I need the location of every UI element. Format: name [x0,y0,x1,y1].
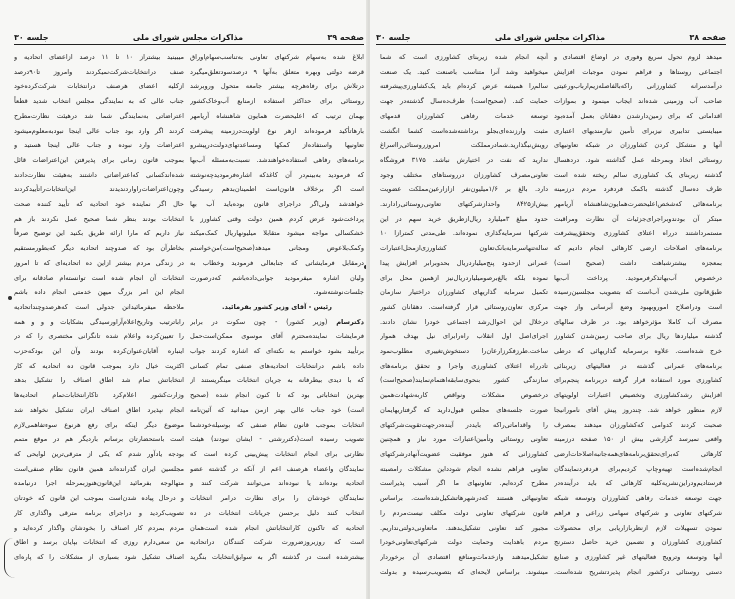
page-number: صفحه ۳۹ [327,33,364,42]
text-line: وزارت‌کشور اعلام‌کرد تاکارانتخابات‌تمام اتحادیه‌ها [14,391,184,400]
text-line: کارهائی که‌برای‌تحقق‌برنامه‌های‌همه‌جانبه‌اصلاحات‌ارضی [554,449,722,458]
text-line: توسعه خدمات رفاهی کشاورزان قدمهای [380,111,548,120]
speaker-line [190,315,364,330]
left-page-right-column [190,50,364,565]
text-line: مستمرداشتند درراه اعتلای کشاورزی وتحقق‌پیشرفت [554,229,722,238]
text-line: بخاطرآن بود که صدوچند اتحادیه دیگر که‌بطورمستقیم [14,244,184,253]
text-line: مرکزی تعاون‌روستائی قرار گرفته‌است. دهقانان کشور [380,302,548,311]
margin-bracket-mark [4,538,15,578]
text-line: شرکتها سرمایه‌گذاری نموده‌اند. طی‌مدتی کمترازا ۱۰ [380,229,548,238]
right-page [370,0,735,599]
text-line: ساخت.طرزفکرزارعان‌را دستخوش‌تغییری مطلوب‌نمود [380,347,548,356]
text-line: حمایت کند. (صحیح‌است) ظرف‌ده‌سال گذشته‌در جهت [380,97,548,106]
text-line: صورت جلسه‌های مجلس قبول‌دارید که گرفتاریهایمان [380,405,548,414]
text-line: ازکلیه اعضای هرصنف درانتخابات شرکت‌کرده‌خود [14,82,184,91]
text-line: برتأیید بشود خواستم به نکته‌ای که اشاره کردند جواب [190,347,364,356]
text-line: گذشته زیربنای یک کشاورزی سالم ریخته شده است [554,170,722,179]
text-line: جناب عالی که به نمایندگی مجلس انتخاب شدید قطعاً [14,97,184,106]
text-line: تکمیل سرمایه گذاریهای کشاورزان دراختیار سازمان [380,288,548,297]
text-line: راباترتیب وتاریخ‌اعلام‌آراورسیدگی بشکایات و و و همه [14,317,184,326]
text-line: متهالوجه بفرمائید این‌قانون‌هنوزبمرحله اجرا درنیامده [14,479,184,488]
text-line: نیاز داریم که مارا ارائه طریق بکنید این توضیح صرفاً [14,229,184,238]
text-line: نمایندگان واعضاء هرصنف اعم از آنکه در گذشته عضو [190,464,364,473]
text-line: میشوند. براساس لایحه‌ای که بتصویب‌رسیده و بدولت [380,567,548,576]
text-line: برنامه‌های رفاهی استفاده‌خواهندشد. نسبت‌به‌مسئله آب‌بها [190,155,364,164]
text-line: فرستادیم‌ودراین‌نشریه‌کلیه کارهائی که باید درآینده‌در [554,479,722,488]
text-line: اتحادیه بوده‌اند یا نبوده‌اند می‌توانند شرکت کنند و [190,479,364,488]
text-line: وچون‌اعتراضات‌راواردندیدند این‌انتخابات‌راتأییدکردند [14,185,184,194]
right-page-left-column [380,50,548,579]
text-line: ولیان اشاره میفرمودید جوابی‌داده‌باشم که‌درصورت [190,273,364,282]
text-line: تعاونی فراهم نشده انجام شودداین مشکلات رامصبته [380,464,548,473]
right-page-header [376,32,726,45]
text-line: که فرمودید به‌بینم‌در آن کاغذکه اشاره‌فرمودیدچه‌نوشته [190,170,364,179]
text-line: میبایستی تدابیری نیزبرای تأمین نیازمندیهای اعتباری [554,126,722,135]
text-line: شده‌اندکسانی که‌اعتراضاتی داشتند به‌هیئت نظارت‌دادند [14,170,184,179]
text-line: واقعی نمیرسد گزارشی بیش از ۱۵۰ صفحه درزمینه [554,435,722,444]
text-line: گذشته میلیاردها ریال برای صاحب زمین‌شدن کشاورز [554,332,722,341]
paragraph-block [190,329,364,564]
text-line: حال اگر نماینده خود اتحادیه که تأیید کننده صحت [14,200,184,209]
speaker-name: دکترسام [336,317,364,326]
text-line: دستی روستائی درکشور انجام پذیرد‌تشریح شده‌است. [554,567,722,576]
paragraph-block [380,50,548,579]
text-line: تصویب رسیده است(دکتررشتی - ایشان نبودند) هیئت [190,435,364,444]
text-line: تعاونیها واستفاده‌از کمکها ومساعدتهای‌دولت‌درپیشرو [190,141,364,150]
text-line: بیشترشده است در گذشته اگر به سوابق‌انتخابات بنگرید [190,552,364,561]
text-line: کشاورزی کشاورزان و تضمین خرید حاصل دسترنج [554,538,722,547]
text-line: عمرانی ازحدود پنج‌میلیارد‌ریال بحدوبرابر افزایش پیدا [380,258,548,267]
text-line: بهترین انتخاباتی بود که تا کنون انجام شده (صحیح [190,391,364,400]
text-line: من سعی‌دارم روزی که انتخابات بپایان برسد و اطاق [14,538,184,547]
text-line: صحبت کردند کدوامی که‌کشاورزان میدهند بمصرف [554,420,722,429]
text-line: انجام‌شده‌است تهیه‌وچاپ کردیم‌برای فردفردنمایندگان [554,464,722,473]
text-line: مردم بمردم کار اصناف را بخودشان واگذار کرده‌اید و [14,523,184,532]
text-line: انجام این امر بزرگ میهن خدمتی انجام داده باشم [14,288,184,297]
text-line: پرداخت‌شود عرض کردم همین دولت وقتی کشاورز با [190,214,364,223]
text-line: سالم‌را همیشه عرض کرده‌ام باید یک‌کشاورزی‌پیشرفته [380,82,548,91]
text-line: تعاونیهائی هستند که‌درشهرهاتشکیل‌شده‌است. براساس [380,494,548,503]
text-line: روستائی برای حداکثر استفاده ازمنابع آب‌وخاک‌کشور [190,97,364,106]
text-line: در زندگی مردم بیشتر ازاین ده اتحادیه‌ای که تا امروز [14,258,184,267]
text-line: درخلال این احوال‌رشد اجتماعی خودرا نشان دادند. [380,317,548,326]
text-line: است) خود جناب عالی بهتر ازمن میدانید که آئین‌نامه [190,405,364,414]
text-line: بارهاتأکید فرموده‌اند ازهر نوع اولویت‌درزمینه پیشرفت [190,126,364,135]
paragraph-block [14,50,184,565]
text-line: کشاورزی مورد استفاده قرار گرفته دربرنامه پنجم‌برای [554,376,722,385]
text-line: صنف درانتخابات‌شرکت‌نمیکردند وامروز تا۹۰درصد [14,67,184,76]
text-line: انتخاب کنند دلیل برحسن جریانات انتخابات در ده [190,508,364,517]
text-line: تعاونی روستائی وتأمین‌اعتبارات مورد نیاز و همچنین [380,435,548,444]
text-line: بودجه یادآور شدم که یکی از مترقی‌ترین لوایحی که [14,449,184,458]
session-number: جلسه ۳۰ [14,33,49,42]
text-line: اجتماعی روستاها و فراهم نمودن موجبات افزایش [554,67,722,76]
speaker-role: (وزیر کشور) [286,317,328,326]
text-line: تعاونی‌مصرف کشاورزان درروستاهای مختلف وجود [380,170,548,179]
text-line: اکثریت خیال دارد بموجب قانون ده اتحادیه که کار [14,361,184,370]
text-line: اعتراضاتی به‌نمایندگی شما شد درهیئت نظارت‌مطرح [14,111,184,120]
text-line: اعتراضات وارد نبوده و جناب عالی اینجا هستید و [14,141,184,150]
right-page-right-column [554,50,722,579]
left-page-header [14,32,364,45]
text-line: درمقابل فرمایشاتی که جنابعالی فرمودید وخطاب به [190,258,364,267]
text-line: نمودن تسهیلات لازم ازنظربازاریابی برای محصولات [554,523,722,532]
text-line: طبق‌قانون ملی‌شدن آب‌است که بتصویب مجلسین‌رسیده [554,288,722,297]
text-line: سازندگی کشور بنحوی‌سابقه‌اهتمام‌نمایند(صحیح‌است) [380,376,548,385]
text-line: ظرف ده‌سال گذشته باکمک فردفرد مردم درزمینه [554,185,722,194]
text-line: ندارید که نفت در اختیارش نباشد. ۳۱۷۵ فروشگاه [380,155,548,164]
text-line: فرمایشات نماینده‌محترم آقای موسوی ممکن‌است‌حمل [190,332,364,341]
text-line: انتخاباتش تمام شد اطاق اصناف را تشکیل بدهد [14,376,184,385]
text-line: جلسات‌نوشته‌شود. [313,288,364,297]
text-line: روستائی اتخاذ وبمرحله عمل گذاشته شود. دردهسال [554,155,722,164]
paragraph-block [554,50,722,579]
text-line: کشاورزانی که هنوز موفقیت عضویت‌آنهادرشرکتهای [380,449,548,458]
text-line: میخواهید وشد آنرا متناسب باصنعت کنید. یک صنعت [380,67,548,76]
text-line: را واقداماتی‌راکه بایددر آینده‌درجهت‌تقویت‌شرکتهای [380,420,548,429]
text-line: مجلسین ایران گذرانده‌اند همین قانون نظام صنفی‌است [14,464,184,473]
text-line: اینباره آقایان‌عنوان‌کرده بودند وآن این بودکه‌حزب [14,347,184,356]
text-line: بمعجزه بیشترشباهت داشت (صحیح است) [554,258,722,267]
text-line: مصرف آب کاملا مؤثرخواهد بود. در ظرف سالهای [554,317,722,326]
text-line: مثبت وارزنده‌ای‌بجلو برداشته‌شده‌است کشما انگشت [380,126,548,135]
text-line: صاحب آب وزمینی شده‌اند ایجاب مینمود و بموازات [554,97,722,106]
text-line: درخصوص آب‌بهاتذکرفرمودید. پرداخت آب‌بها [554,273,722,282]
text-line: مجبور کند تعاونی تشکیل‌بدهند. ماتعاونی‌دولتی‌نداریم. [380,523,548,532]
text-line: است اگر برخلاف قانون‌است اطمینان‌بدهم رسیدگی [190,185,364,194]
text-line: ابلاغ شده به‌سهام شرکتهای تعاونی به‌تناسب‌سهام‌اوراق [190,53,364,61]
publication-title: مذاکرات مجلس شورای ملی [494,33,606,42]
text-line: ساله‌تنهاسرمایه‌بانک‌تعاون کشاورزی‌ازمحل‌اعتبارات [380,244,548,253]
text-line: انتخابات بموجب قانون نظام صنفی که بوسیله‌خودشما [190,420,364,429]
text-line: درآمدسرانه کشاورزانی راکه‌بالفاصله‌زیم‌ارباب‌ورعیتی [554,82,722,91]
text-line: دارد. بالغ بر ۱/۶میلیون‌نفر ازازارعین‌مملکت عضویت [380,185,548,194]
session-number: جلسه ۳۰ [376,33,411,42]
text-line: برنامه‌های اصلاحات ارضی کارهائی انجام دادیم که [554,244,722,253]
text-line: موضوع دیگر اینکه برای رفع هرنوع سوءتفاهمی‌لازم [14,420,184,429]
text-line: داده باشم درانتخابات اتحادیه‌های صنفی تمام کسانی [190,361,364,370]
text-line: میدهد لزوم تحول سریع وفوری در اوضاع اقتصادی و [554,53,722,61]
text-line: قرضه دولتی وبهره متعلق به‌آنها ۹ درصدسودتعلق‌میگیرد [190,67,364,76]
text-line: انتخابات بودند بنظر شما صحیح عمل نکردند باز هم [14,214,184,223]
text-line: شرکتهای تعاونی و شرکتهای سهامی زراعی و فراهم [554,508,722,517]
text-line: را تعیین‌کرده واعلام شده تانگرانی مختصری را که در [14,332,184,341]
text-line: نظارتی برای انجام انتخابات پیش‌بینی کرده است که [190,449,364,458]
text-line: تادرراه اعتلای کشاورزی واجرا و تحقق برنامه‌های [380,361,548,370]
text-line: آنچه انجام شده زیربنای کشاورزی است که شما [380,53,548,61]
publication-title: مذاکرات مجلس شورای ملی [132,33,244,42]
text-line: اتحادیه که تاکنون کارانتخاباتش انجام شده است‌همان [190,523,364,532]
page-number: صفحه ۳۸ [689,33,726,42]
text-line: است ودراصلاح اموروبهبود وضع آبرسانی واز جهت [554,302,722,311]
text-line: کردند اگر وارد بود جناب عالی اینجا نبودبه‌معلوم‌میشود [14,126,184,135]
text-line: افزایش رشدکشاورزی وتخصیص اعتبارات اولویتهای [554,391,722,400]
text-line: اجرای‌اصل اول انقلاب راه‌رابرای نیل بهدف هموار [380,332,548,341]
text-line: خواهدشد ولی‌اگر دراجرای قانون بوده‌باید آب بها [190,200,364,209]
text-line: خشکسالی مواجه میشود متقابلا میلیونهاریال کمک‌میکند [190,229,364,238]
text-line: درخصوص مشکلات ونواقص کاربه‌شهادت‌همین [380,391,548,400]
text-line: رویش‌نبگذارید.شمادرمملکت امروزروستائی‌رااسراغ [380,141,548,150]
text-line: خرج شده‌است. علاوه برسرمایه گذاریهائی که درطی [554,347,722,356]
text-line: جهت توسعه خدمات رفاهی کشاورزان وتوسعه شبکه [554,494,722,503]
speaker-prompt: رئیس - آقای وزیر کشور بفرمائید. [222,302,332,311]
text-line: انتخابات آن انجام شده است توانسته‌ام صادقانه برای [14,273,184,282]
text-line: وکمک‌بلاعوض ومجانی میدهد(صحیح‌است)من‌خواستم [190,244,364,253]
text-line: که با دیدی بیطرفانه به جریان انتخابات مینگریستند از [190,376,364,385]
paragraph-block [190,50,364,300]
text-line: میبینید بیشتراز ۱۰ تا ۱۱ درصد ازاعضای اتحادیه و [14,53,184,61]
text-line: حدود مبلغ ۳میلیارد ریال‌ازطریق خرید سهم در این [380,214,548,223]
text-line: برنامه‌های عمرانی گذشته در فعالیتهای زیربنائی [554,361,722,370]
text-line: درتلاش برای رفاه‌هرچه بیشتر جامعه متحول وروبرشد [190,82,364,91]
text-line: آنها وتوسعه وترویج فعالیتهای غیر کشاورزی و صنایع [554,552,722,561]
text-line: انجام نپذیرد اطاق اصناف ایران تشکیل نخواهد شد [14,405,184,414]
text-line: برنامه‌هائی که‌شخص‌اعلیحضرت‌همایون‌شاهنشاه آریامهر [554,200,722,209]
text-line: مردم باهدایت وحمایت دولت شرکتهای‌تعاونی‌خودرا [380,538,548,547]
text-line: بیش‌از۸۴۲۵ واحدازشرکتهای تعاونی‌روستائی‌را‌دارند. [380,200,548,209]
text-line: اصناف تشکیل شود بسیاری از مشکلات را که پاره‌ای [14,552,184,561]
text-line: اقداماتی که برای زمین‌دارشدن دهقانان بعمل آمده‌بود [554,111,722,120]
margin-dot-mark [8,296,12,300]
text-line: است باستحضارتان برسانم باردیگر هم در موقع متمم [14,435,184,444]
text-line: مطرح کرده‌ایم. تعاونیهای ما اگر آسیب پذیراست [380,479,548,488]
text-line: و درحال پیاده شدن‌است بموجب این قانون که خودتان [14,494,184,503]
text-line: تصویب‌کردید و دراجرای برنامه مترقی واگذاری کار [14,508,184,517]
text-line: بهمان ترتیب که اعلیحضرت همایون شاهنشاه آریامهر [190,111,364,120]
text-line: نمایندگان خودشان را برای نظارت درامر انتخابات [190,494,364,503]
text-line: است که روزبروزضرورت شرکت کنندگان دراتحادیه [190,538,364,547]
left-page-left-column [14,50,184,565]
text-line: تشکیل‌میدهند وازخدمات‌ومنافع اقتصادی آن برخوردار [380,552,548,561]
speaker-intro: - چون سکوت در برابر [190,317,278,326]
text-line: آنها و متشکل کردن کشاورزان در شبکه تعاونیهای [554,141,722,150]
text-line: مبتکر آن بودندوبراجرای‌جزئیات آن نظارت ومراقبت [554,214,722,223]
text-line: قانون شرکتهای تعاونی دولت مکلف نیست‌مردم را [380,508,548,517]
text-line: بموجب قانون زمانی برای پذیرفتن این‌اعتراضات قائل [14,155,184,164]
text-line: نموده بلکه بالغ‌برصومیلیاردریال‌نیز ازهمین محل برای [380,273,548,282]
text-line: ملاحظه میفرمائیدانن جدولی است که‌هرصدوچنداتحادیه [14,302,184,311]
text-line: لازم منظور خواهد شد. چندروز پیش آقای نامورانیجا [554,405,722,414]
